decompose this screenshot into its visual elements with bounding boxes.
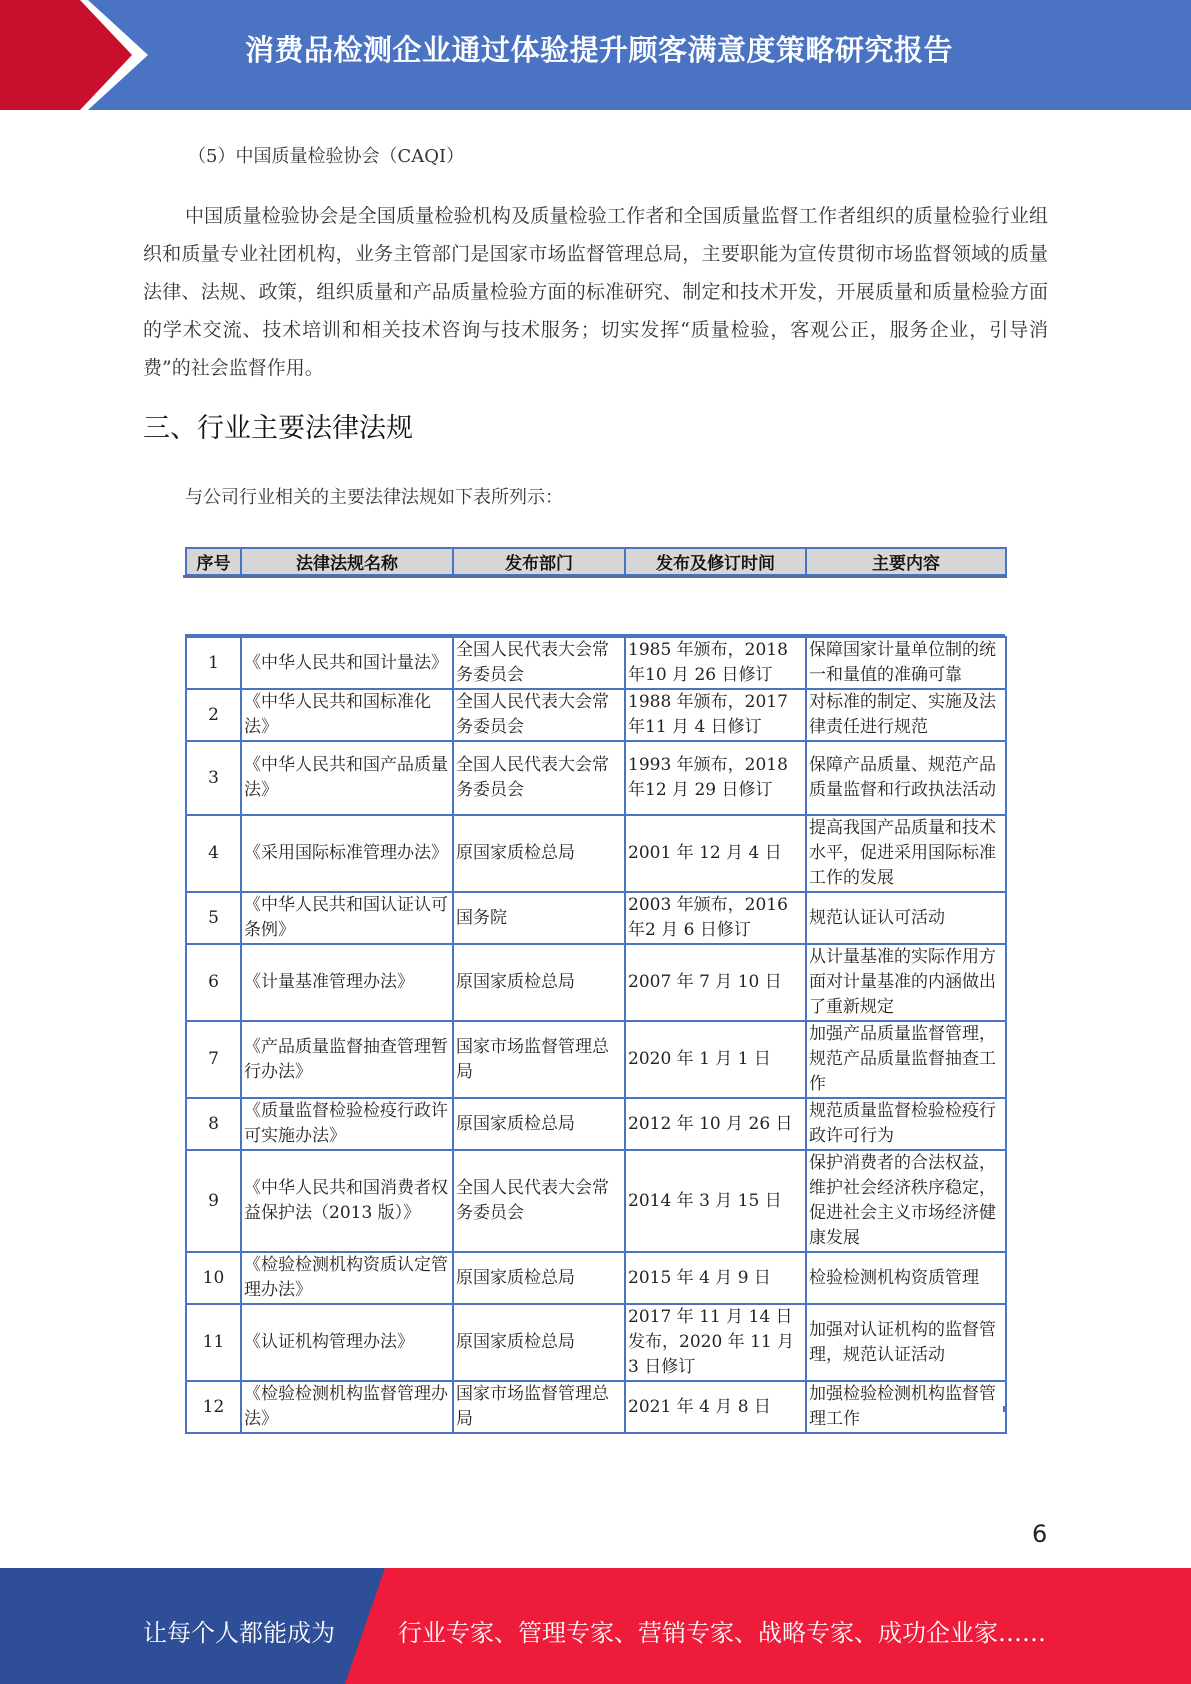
cell-issue-date: 2020 年 1 月 1 日 xyxy=(625,1021,806,1098)
cell-main-content: 对标准的制定、实施及法律责任进行规范 xyxy=(806,689,1006,741)
table-header-row xyxy=(186,548,1006,575)
footer-banner xyxy=(0,1568,1191,1684)
table-row xyxy=(186,1021,1006,1098)
cell-issuing-department: 原国家质检总局 xyxy=(453,815,625,892)
cell-main-content: 保护消费者的合法权益，维护社会经济秩序稳定，促进社会主义市场经济健康发展 xyxy=(806,1150,1006,1252)
cell-law-name: 《中华人民共和国消费者权益保护法（2013 版）》 xyxy=(241,1150,453,1252)
header-cell-department: 发布部门 xyxy=(453,548,625,575)
cell-issue-date: 2014 年 3 月 15 日 xyxy=(625,1150,806,1252)
subsection-heading: （5）中国质量检验协会（CAQI） xyxy=(188,146,465,167)
table-header-underline xyxy=(183,575,1007,578)
header-banner xyxy=(0,0,1191,110)
cell-issuing-department: 原国家质检总局 xyxy=(453,1252,625,1304)
cell-law-name: 《计量基准管理办法》 xyxy=(241,944,453,1021)
cell-issue-date: 1985 年颁布，2018 年10 月 26 日修订 xyxy=(625,637,806,689)
cell-issue-date: 2012 年 10 月 26 日 xyxy=(625,1098,806,1150)
cell-law-name: 《产品质量监督抽查管理暂行办法》 xyxy=(241,1021,453,1098)
cell-row-index: 7 xyxy=(186,1021,241,1098)
body-paragraph: 中国质量检验协会是全国质量检验机构及质量检验工作者和全国质量监督工作者组织的质量检验行业组织和质量专业社团机构，业务主管部门是国家市场监督管理总局，主要职能为宣传贯彻市场监督领域的质量法律、法规、政策，组织质量和产品质量检验方面的标准研究、制定和技术开发，开展质量和质量检验方面的学术交流、技术培训和相关技术咨询与技术服务；切实发挥“质量检验，客观公正，服务企业，引导消费”的社会监督作用。 xyxy=(143,205,1048,379)
report-title: 消费品检测企业通过体验提升顾客满意度策略研究报告 xyxy=(245,33,954,67)
cell-issue-date: 2001 年 12 月 4 日 xyxy=(625,815,806,892)
cell-row-index: 9 xyxy=(186,1150,241,1252)
table-row xyxy=(186,944,1006,1021)
cell-main-content: 加强检验检测机构监督管理工作 xyxy=(806,1381,1006,1433)
header-cell-name: 法律法规名称 xyxy=(241,548,453,575)
cell-issuing-department: 原国家质检总局 xyxy=(453,1098,625,1150)
cell-issuing-department: 国家市场监督管理总局 xyxy=(453,1381,625,1433)
cell-issue-date: 1988 年颁布，2017 年11 月 4 日修订 xyxy=(625,689,806,741)
cell-issue-date: 2015 年 4 月 9 日 xyxy=(625,1252,806,1304)
cell-main-content: 规范质量监督检验检疫行政许可行为 xyxy=(806,1098,1006,1150)
cell-law-name: 《采用国际标准管理办法》 xyxy=(241,815,453,892)
cell-law-name: 《认证机构管理办法》 xyxy=(241,1304,453,1381)
table-row xyxy=(186,1252,1006,1304)
cell-law-name: 《检验检测机构资质认定管理办法》 xyxy=(241,1252,453,1304)
cell-issue-date: 2021 年 4 月 8 日 xyxy=(625,1381,806,1433)
cell-issuing-department: 全国人民代表大会常务委员会 xyxy=(453,1150,625,1252)
cell-main-content: 规范认证认可活动 xyxy=(806,892,1006,944)
table-row xyxy=(186,892,1006,944)
table-row xyxy=(186,1150,1006,1252)
cell-issue-date: 2007 年 7 月 10 日 xyxy=(625,944,806,1021)
cell-issuing-department: 全国人民代表大会常务委员会 xyxy=(453,741,625,815)
cell-law-name: 《中华人民共和国标准化法》 xyxy=(241,689,453,741)
cell-issue-date: 2017 年 11 月 14 日发布，2020 年 11 月 3 日修订 xyxy=(625,1304,806,1381)
cell-law-name: 《检验检测机构监督管理办法》 xyxy=(241,1381,453,1433)
cell-main-content: 从计量基准的实际作用方面对计量基准的内涵做出了重新规定 xyxy=(806,944,1006,1021)
cell-main-content: 加强对认证机构的监督管理，规范认证活动 xyxy=(806,1304,1006,1381)
section-title: 三、行业主要法律法规 xyxy=(143,413,413,444)
table-row xyxy=(186,637,1006,689)
cell-row-index: 10 xyxy=(186,1252,241,1304)
table-intro: 与公司行业相关的主要法律法规如下表所列示： xyxy=(185,487,563,508)
table-row xyxy=(186,815,1006,892)
cell-main-content: 保障国家计量单位制的统一和量值的准确可靠 xyxy=(806,637,1006,689)
cell-issuing-department: 全国人民代表大会常务委员会 xyxy=(453,637,625,689)
cell-row-index: 4 xyxy=(186,815,241,892)
cell-issuing-department: 国家市场监督管理总局 xyxy=(453,1021,625,1098)
cell-issuing-department: 原国家质检总局 xyxy=(453,1304,625,1381)
table-cut-continuation xyxy=(185,1406,1005,1412)
cell-issuing-department: 全国人民代表大会常务委员会 xyxy=(453,689,625,741)
footer-slogan-right: 行业专家、管理专家、营销专家、战略专家、成功企业家…… xyxy=(398,1619,1046,1647)
cell-main-content: 加强产品质量监督管理，规范产品质量监督抽查工作 xyxy=(806,1021,1006,1098)
cell-row-index: 3 xyxy=(186,741,241,815)
table-row xyxy=(186,689,1006,741)
cell-issue-date: 1993 年颁布，2018 年12 月 29 日修订 xyxy=(625,741,806,815)
table-row xyxy=(186,1304,1006,1381)
table-row xyxy=(186,1098,1006,1150)
cell-issue-date: 2003 年颁布，2016 年2 月 6 日修订 xyxy=(625,892,806,944)
cell-row-index: 12 xyxy=(186,1381,241,1433)
cell-main-content: 保障产品质量、规范产品质量监督和行政执法活动 xyxy=(806,741,1006,815)
laws-table xyxy=(185,636,1007,1434)
cell-law-name: 《质量监督检验检疫行政许可实施办法》 xyxy=(241,1098,453,1150)
cell-main-content: 提高我国产品质量和技术水平，促进采用国际标准工作的发展 xyxy=(806,815,1006,892)
table-header xyxy=(185,547,1007,576)
cell-main-content: 检验检测机构资质管理 xyxy=(806,1252,1006,1304)
cell-law-name: 《中华人民共和国认证认可条例》 xyxy=(241,892,453,944)
cell-issuing-department: 国务院 xyxy=(453,892,625,944)
cell-row-index: 8 xyxy=(186,1098,241,1150)
page-number: 6 xyxy=(1032,1520,1048,1548)
cell-row-index: 1 xyxy=(186,637,241,689)
cell-row-index: 6 xyxy=(186,944,241,1021)
cell-issuing-department: 原国家质检总局 xyxy=(453,944,625,1021)
cell-law-name: 《中华人民共和国产品质量法》 xyxy=(241,741,453,815)
footer-slogan-left: 让每个人都能成为 xyxy=(143,1619,335,1647)
cell-row-index: 5 xyxy=(186,892,241,944)
cell-row-index: 11 xyxy=(186,1304,241,1381)
cell-row-index: 2 xyxy=(186,689,241,741)
table-row xyxy=(186,741,1006,815)
cell-law-name: 《中华人民共和国计量法》 xyxy=(241,637,453,689)
header-cell-index: 序号 xyxy=(186,548,241,575)
header-cell-content: 主要内容 xyxy=(806,548,1006,575)
header-cell-date: 发布及修订时间 xyxy=(625,548,806,575)
